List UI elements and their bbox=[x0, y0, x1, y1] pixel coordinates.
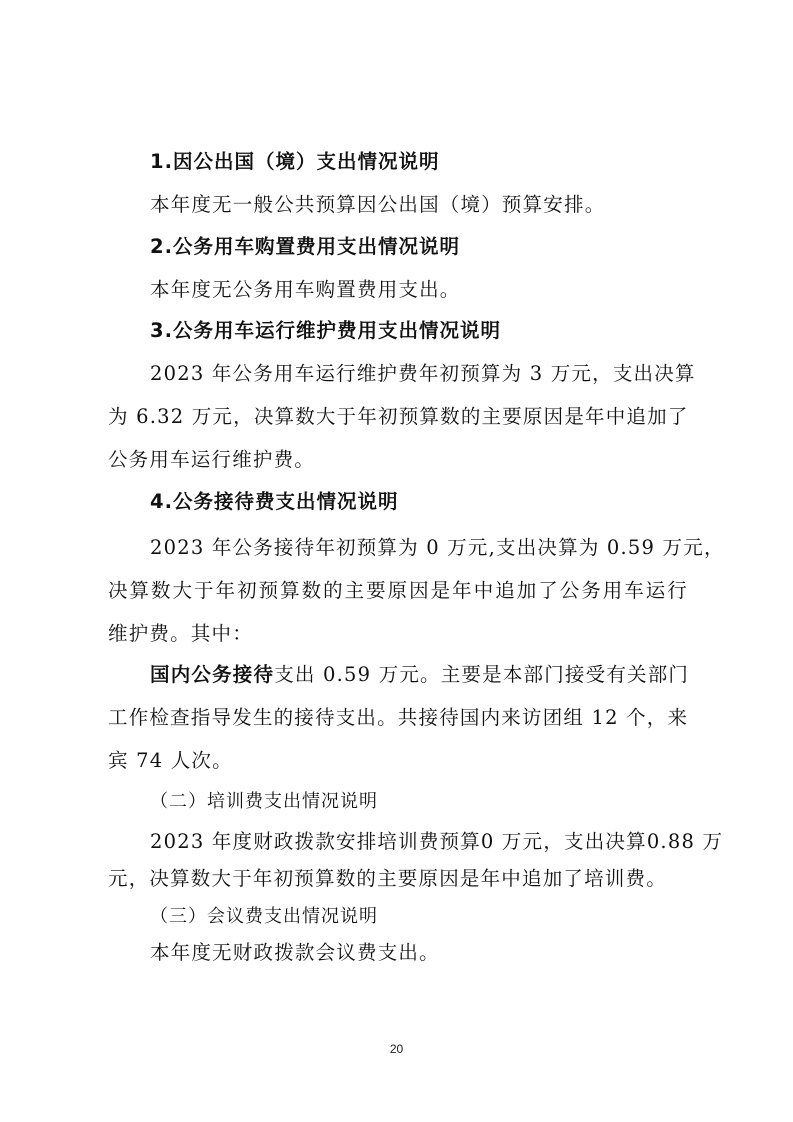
paragraph-training-line-1: 2023 年度财政拨款安排培训费预算0 万元，支出决算0.88 万 bbox=[150, 830, 724, 853]
paragraph-domestic-reception-line-2: 工作检查指导发生的接待支出。共接待国内来访团组 12 个，来 bbox=[108, 706, 689, 729]
heading-meeting: （三）会议费支出情况说明 bbox=[150, 906, 378, 927]
paragraph-overseas: 本年度无一般公共预算因公出国（境）预算安排。 bbox=[150, 193, 606, 216]
heading-training: （二）培训费支出情况说明 bbox=[150, 791, 378, 812]
paragraph-domestic-reception-line-3: 宾 74 人次。 bbox=[108, 749, 233, 772]
heading-vehicle-maintenance: 3.公务用车运行维护费用支出情况说明 bbox=[150, 319, 501, 342]
paragraph-domestic-reception-line-1 bbox=[150, 662, 688, 688]
paragraph-vehicle-maintenance-line-3: 公务用车运行维护费。 bbox=[108, 448, 316, 471]
paragraph-vehicle-maintenance-line-1: 2023 年公务用车运行维护费年初预算为 3 万元，支出决算 bbox=[150, 362, 696, 385]
paragraph-training-line-2: 元，决算数大于年初预算数的主要原因是年中追加了培训费。 bbox=[108, 867, 667, 890]
heading-reception: 4.公务接待费支出情况说明 bbox=[150, 490, 399, 513]
domestic-reception-label: 国内公务接待 bbox=[150, 663, 275, 686]
paragraph-meeting: 本年度无财政拨款会议费支出。 bbox=[150, 941, 440, 964]
paragraph-reception-line-1: 2023 年公务接待年初预算为 0 万元,支出决算为 0.59 万元， bbox=[150, 536, 725, 559]
page-number: 20 bbox=[389, 1042, 404, 1056]
paragraph-vehicle-maintenance-line-2: 为 6.32 万元，决算数大于年初预算数的主要原因是年中追加了 bbox=[108, 405, 689, 428]
heading-vehicle-purchase: 2.公务用车购置费用支出情况说明 bbox=[150, 235, 460, 258]
paragraph-vehicle-purchase: 本年度无公务用车购置费用支出。 bbox=[150, 278, 461, 301]
paragraph-reception-line-3: 维护费。其中： bbox=[108, 622, 253, 645]
domestic-reception-text: 支出 0.59 万元。主要是本部门接受有关部门 bbox=[274, 663, 690, 686]
heading-overseas: 1.因公出国（境）支出情况说明 bbox=[150, 150, 440, 173]
paragraph-reception-line-2: 决算数大于年初预算数的主要原因是年中追加了公务用车运行 bbox=[108, 579, 688, 602]
